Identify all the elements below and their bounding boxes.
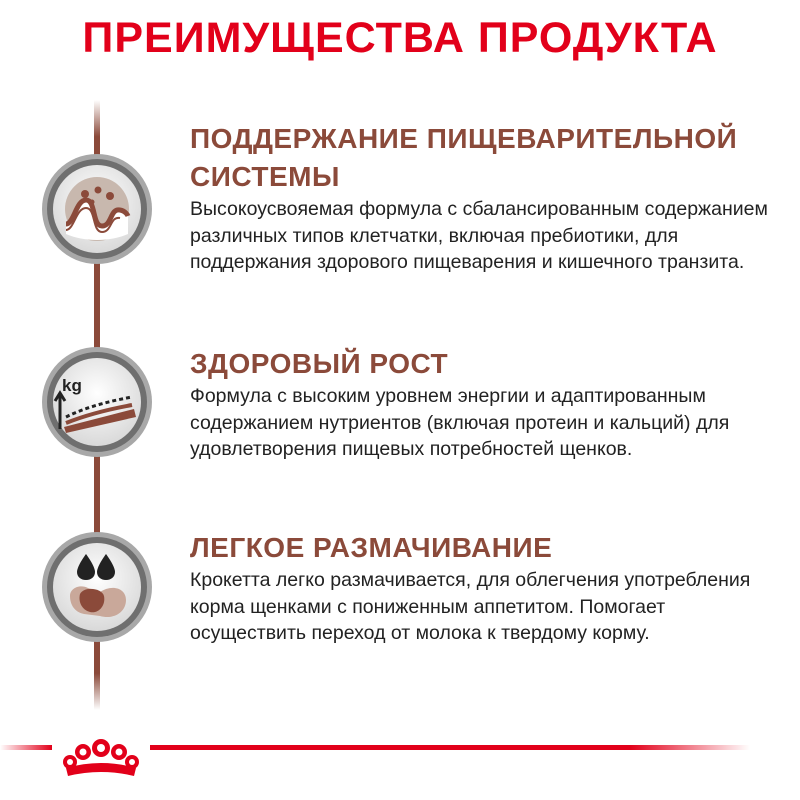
page-title: ПРЕИМУЩЕСТВА ПРОДУКТА [82,14,718,62]
bottom-red-line-left [0,745,52,750]
feature-heading: ЛЕГКОЕ РАЗМАЧИВАНИЕ [190,532,553,563]
feature-description: Крокетта легко размачивается, для облегчения употребления корма щенками с пониженным аппетитом. Помогает осуществить переход от молока к твердому корму. [190,569,751,644]
feature-heading-line1: ПОДДЕРЖАНИЕ ПИЩЕВАРИТЕЛЬНОЙ [190,123,738,154]
feature-heading-line2: СИСТЕМЫ [190,161,340,192]
kg-label: kg [62,376,82,395]
feature-rehydration [190,529,785,647]
digestion-icon [40,152,154,266]
growth-kg-icon [40,345,154,459]
rehydration-kibble-icon [40,530,154,644]
feature-description: Высокоусвояемая формула с сбалансированным содержанием различных типов клетчатки, включая пребиотики, для поддержания здорового пищеварения и кишечного транзита. [190,198,768,273]
feature-digestion [190,120,785,276]
bottom-red-line [150,745,750,750]
royal-canin-crown-logo [56,722,146,780]
feature-heading: ЗДОРОВЫЙ РОСТ [190,348,449,379]
feature-heading [190,120,785,196]
feature-description: Формула с высоким уровнем энергии и адаптированным содержанием нутриентов (включая протеин и кальций) для удовлетворения пищевых потребностей щенков. [190,385,730,460]
feature-growth [190,345,785,463]
